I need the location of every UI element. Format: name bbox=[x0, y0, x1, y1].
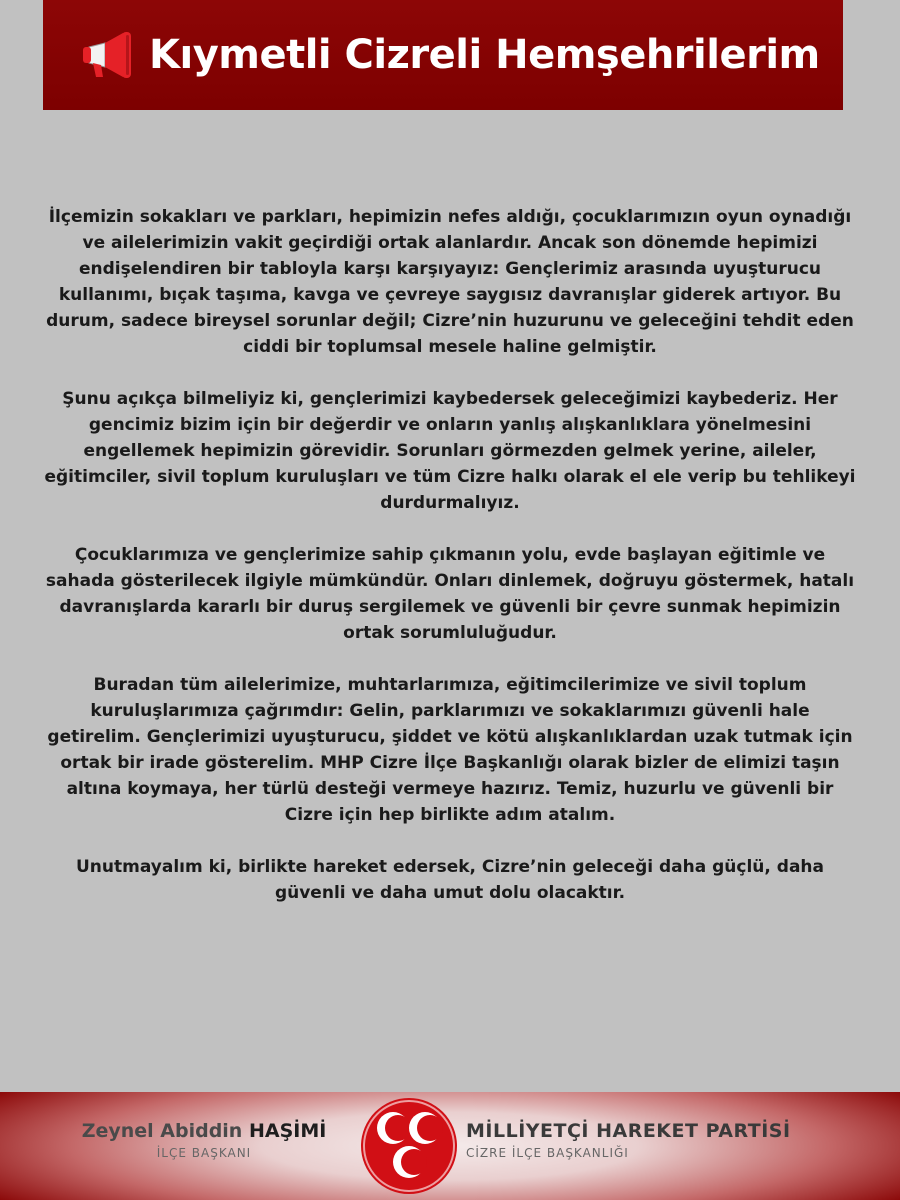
paragraph-5: Unutmayalım ki, birlikte hareket edersek, Cizre’nin geleceği daha güçlü, daha güvenli ve daha umut dolu olacaktır. bbox=[75, 857, 825, 903]
paragraph-2: Şunu açıkça bilmeliyiz ki, gençlerimizi kaybedersek geleceğimizi kaybederiz. Her gencimiz bizim için bir değerdir ve onların yanlış alışkanlıklara yönelmesini engellemek hepimizin görevidir. Sorunları görmezden gelmek yerine, aileler, eğitimciler, sivil toplum kuruluşları ve tüm Cizre halkı olarak el ele verip bu tehlikeyi durdurmalıyız. bbox=[44, 389, 856, 513]
signatory-surname: HAŞİMİ bbox=[248, 1120, 327, 1142]
header-banner bbox=[43, 0, 843, 110]
paragraph-1: İlçemizin sokakları ve parkları, hepimizin nefes aldığı, çocuklarımızın oyun oynadığı ve ailelerimizin vakit geçirdiği ortak alanlardır. Ancak son dönemde hepimizi endişelendiren bir tabloyla karşı karşıyayız: Gençlerimiz arasında uyuşturucu kullanımı, bıçak taşıma, kavga ve çevreye saygısız davranışlar giderek artıyor. Bu durum, sadece bireysel sorunlar değil; Cizre’nin huzurunu ve geleceğini tehdit eden ciddi bir toplumsal mesele haline gelmiştir. bbox=[46, 207, 854, 357]
mhp-crescents-emblem bbox=[355, 1096, 463, 1196]
signatory-first-name: Zeynel Abiddin bbox=[81, 1120, 243, 1142]
megaphone-icon bbox=[79, 29, 137, 81]
signatory-block bbox=[56, 1120, 352, 1160]
party-block bbox=[466, 1120, 866, 1160]
signatory-name bbox=[56, 1120, 352, 1142]
party-unit: CİZRE İLÇE BAŞKANLIĞI bbox=[466, 1146, 629, 1160]
signatory-title: İLÇE BAŞKANI bbox=[156, 1146, 252, 1160]
paragraph-3: Çocuklarımıza ve gençlerimize sahip çıkmanın yolu, evde başlayan eğitimle ve sahada gösterilecek ilgiyle mümkündür. Onları dinlemek, doğruyu göstermek, hatalı davranışlarda kararlı bir duruş sergilemek ve güvenli bir çevre sunmak hepimizin ortak sorumluluğudur. bbox=[45, 545, 855, 643]
footer-banner bbox=[0, 1092, 900, 1200]
page-title: Kıymetli Cizreli Hemşehrilerim bbox=[149, 32, 820, 78]
party-name: MİLLİYETÇİ HAREKET PARTİSİ bbox=[466, 1120, 791, 1142]
paragraph-4: Buradan tüm ailelerimize, muhtarlarımıza, eğitimcilerimize ve sivil toplum kuruluşlarımıza çağrımdır: Gelin, parklarımızı ve sokaklarımızı güvenli hale getirelim. Gençlerimizi uyuşturucu, şiddet ve kötü alışkanlıklardan uzak tutmak için ortak bir irade gösterelim. MHP Cizre İlçe Başkanlığı olarak bizler de elimizi taşın altına koymaya, her türlü desteği vermeye hazırız. Temiz, huzurlu ve güvenli bir Cizre için hep birlikte adım atalım. bbox=[47, 675, 853, 825]
announcement-body bbox=[30, 204, 870, 932]
